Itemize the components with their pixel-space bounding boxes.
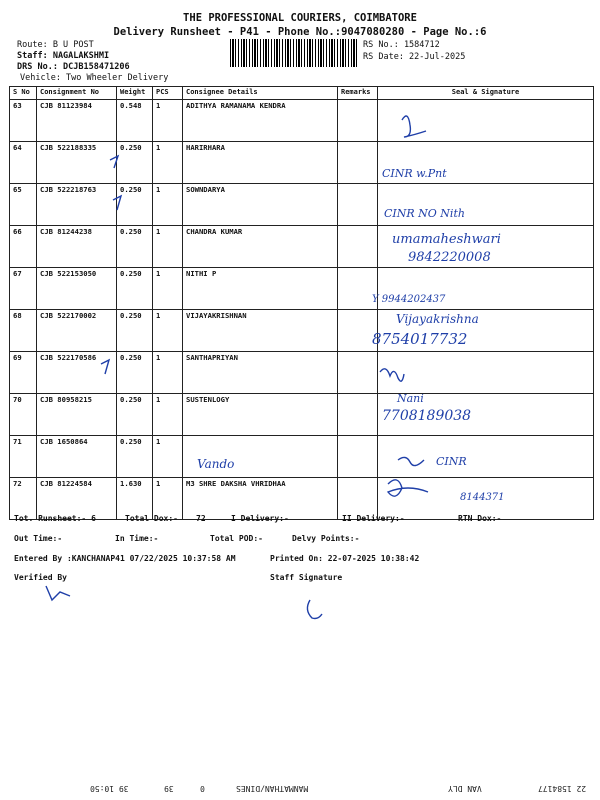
flip-time: 39 10:50 — [90, 784, 129, 793]
cell-pcs: 1 — [153, 478, 183, 520]
cell-consignment: CJB 81244238 — [37, 226, 117, 268]
runsheet-subtitle: Delivery Runsheet - P41 - Phone No.:9047080280 - Page No.:6 — [113, 26, 487, 38]
cell-pcs: 1 — [153, 268, 183, 310]
cell-weight: 0.250 — [117, 394, 153, 436]
hw-row66: CINR NO Nith — [384, 207, 465, 220]
col-consignee: Consignee Details — [183, 87, 338, 100]
cell-consignee: SANTHAPRIYAN — [183, 352, 338, 394]
hw-row71b: CINR — [436, 455, 467, 468]
cell-sno: 67 — [10, 268, 37, 310]
route: Route: B U POST — [17, 40, 94, 50]
tot-runsheet: Tot. Runsheet:- 6 — [14, 514, 96, 523]
vehicle: Vehicle: Two Wheeler Delivery — [20, 73, 169, 83]
hw-row68: Vijayakrishna — [396, 312, 479, 326]
cell-sno: 65 — [10, 184, 37, 226]
cell-consignee: ADITHYA RAMANAMA KENDRA — [183, 100, 338, 142]
cell-pcs: 1 — [153, 310, 183, 352]
staff: Staff: NAGALAKSHMI — [17, 51, 110, 61]
cell-consignee: CHANDRA KUMAR — [183, 226, 338, 268]
cell-consignment: CJB 81224584 — [37, 478, 117, 520]
cell-pcs: 1 — [153, 226, 183, 268]
rtn-dox: RTN Dox:- — [458, 514, 502, 523]
cell-consignee: SOWNDARYA — [183, 184, 338, 226]
cell-pcs: 1 — [153, 436, 183, 478]
total-dox-label: Total Dox:- — [125, 514, 178, 523]
cell-sno: 68 — [10, 310, 37, 352]
cell-sno: 63 — [10, 100, 37, 142]
rs-date: RS Date: 22-Jul-2025 — [363, 52, 466, 62]
col-weight: Weight — [117, 87, 153, 100]
ii-delivery: II Delivery:- — [342, 514, 405, 523]
total-pod: Total POD:- — [210, 534, 263, 543]
cell-pcs: 1 — [153, 142, 183, 184]
cell-sno: 69 — [10, 352, 37, 394]
cell-consignee: HARIRHARA — [183, 142, 338, 184]
cell-pcs: 1 — [153, 352, 183, 394]
cell-weight: 1.630 — [117, 478, 153, 520]
col-pcs: PCS — [153, 87, 183, 100]
entered-by: Entered By :KANCHANAP41 07/22/2025 10:37:58 AM — [14, 554, 236, 563]
cell-sno: 71 — [10, 436, 37, 478]
in-time: In Time:- — [115, 534, 159, 543]
printed-on: Printed On: 22-07-2025 10:38:42 — [270, 554, 420, 563]
flip-zero: 0 — [200, 784, 205, 793]
flip-van: VAN DLY — [448, 784, 482, 793]
cell-sno: 70 — [10, 394, 37, 436]
verified-signature — [46, 586, 70, 600]
drs-no: DRS No.: DCJB158471206 — [17, 62, 130, 72]
cell-consignment: CJB 522170002 — [37, 310, 117, 352]
staff-signature: Staff Signature — [270, 573, 343, 582]
flip-staff: MANMATHAN/DINES — [236, 784, 309, 793]
cell-consignment: CJB 522153050 — [37, 268, 117, 310]
signature-row71 — [398, 457, 424, 465]
hw-row66b: umamaheshwari — [392, 232, 501, 247]
col-remarks: Remarks — [338, 87, 378, 100]
cell-weight: 0.548 — [117, 100, 153, 142]
total-dox-value: 72 — [196, 514, 206, 523]
cell-weight: 0.250 — [117, 142, 153, 184]
cell-consignee: M3 SHRE DAKSHA VHRIDHAA — [183, 478, 338, 520]
hw-row72: 8144371 — [460, 492, 505, 503]
cell-consignment: CJB 1650864 — [37, 436, 117, 478]
hw-row70b: 7708189038 — [382, 408, 472, 424]
cell-consignment: CJB 522218763 — [37, 184, 117, 226]
hw-row66c: 9842220008 — [408, 250, 491, 265]
signature-row72 — [388, 480, 428, 496]
verified-by: Verified By — [14, 573, 67, 582]
cell-weight: 0.250 — [117, 226, 153, 268]
cell-consignee: VIJAYAKRISHNAN — [183, 310, 338, 352]
cell-weight: 0.250 — [117, 352, 153, 394]
cell-consignment: CJB 81123984 — [37, 100, 117, 142]
flip-rsno: 22 1584177 — [538, 784, 587, 793]
i-delivery: I Delivery:- — [231, 514, 289, 523]
staff-signature-mark — [307, 600, 322, 619]
cell-sno: 66 — [10, 226, 37, 268]
flip-39: 39 — [164, 784, 174, 793]
signature-row63 — [402, 116, 426, 137]
col-seal: Seal & Signature — [378, 87, 594, 100]
cell-consignment: CJB 522188335 — [37, 142, 117, 184]
hw-row65: CINR w.Pnt — [382, 167, 447, 180]
cell-sno: 72 — [10, 478, 37, 520]
col-sno: S No — [10, 87, 37, 100]
cell-weight: 0.250 — [117, 436, 153, 478]
cell-weight: 0.250 — [117, 268, 153, 310]
hw-row67: Y 9944202437 — [372, 294, 446, 305]
cell-consignment: CJB 80958215 — [37, 394, 117, 436]
cell-pcs: 1 — [153, 394, 183, 436]
col-consignment: Consignment No — [37, 87, 117, 100]
rs-no: RS No.: 1584712 — [363, 40, 440, 50]
cell-consignment: CJB 522170586 — [37, 352, 117, 394]
cell-sno: 64 — [10, 142, 37, 184]
cell-weight: 0.250 — [117, 310, 153, 352]
tick-row64 — [110, 156, 118, 168]
hw-row71: Vando — [197, 457, 235, 471]
out-time: Out Time:- — [14, 534, 63, 543]
delvy-points: Delvy Points:- — [292, 534, 360, 543]
cell-weight: 0.250 — [117, 184, 153, 226]
cell-pcs: 1 — [153, 100, 183, 142]
cell-pcs: 1 — [153, 184, 183, 226]
cell-consignee: SUSTENLOGY — [183, 394, 338, 436]
tick-row65 — [113, 196, 121, 210]
company-title: THE PROFESSIONAL COURIERS, COIMBATORE — [183, 12, 417, 24]
hw-row68b: 8754017732 — [372, 330, 468, 348]
tick-row69 — [101, 360, 109, 374]
hw-row70: Nani — [397, 392, 424, 405]
signature-row69 — [380, 369, 404, 381]
cell-consignee: NITHI P — [183, 268, 338, 310]
